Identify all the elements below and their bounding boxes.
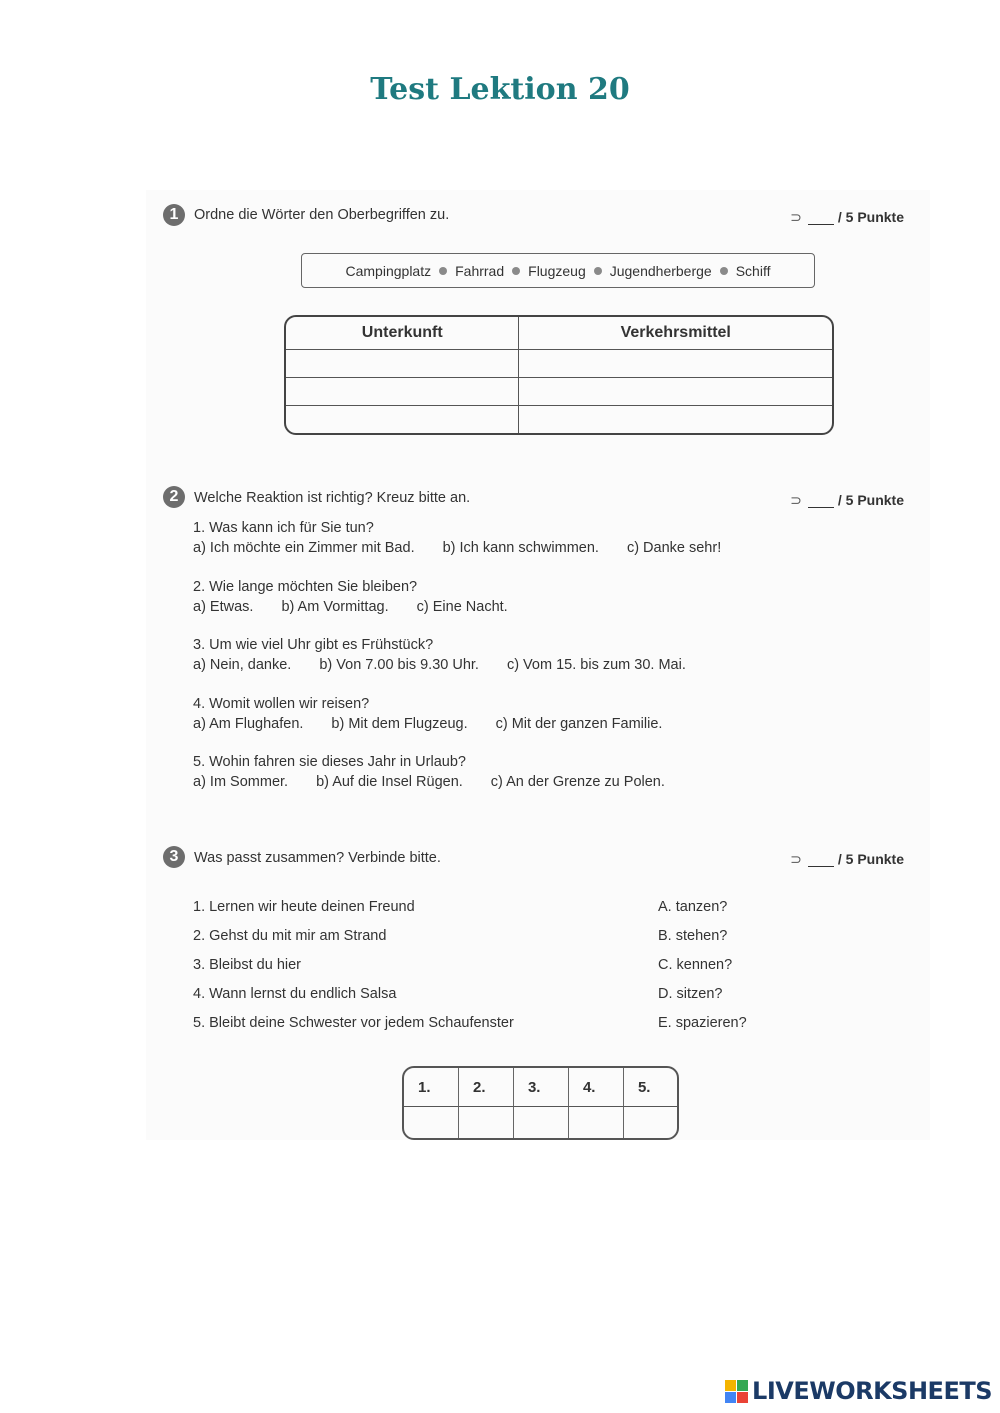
option-a[interactable]: a) Etwas. [193, 599, 254, 615]
answer-cell[interactable] [569, 1107, 624, 1138]
word-item: Fahrrad [455, 262, 505, 279]
bullet-icon [594, 267, 602, 275]
logo-square [737, 1380, 748, 1391]
match-left-5: 5. Bleibt deine Schwester vor jedem Schaufenster [193, 1015, 514, 1031]
match-right-d: D. sitzen? [658, 986, 723, 1002]
word-item: Schiff [735, 262, 771, 279]
answer-cell[interactable] [519, 406, 832, 433]
word-box [301, 253, 815, 288]
match-right-c: C. kennen? [658, 957, 733, 973]
match-left-1: 1. Lernen wir heute deinen Freund [193, 899, 415, 915]
column-header-unterkunft: Unterkunft [286, 317, 519, 350]
task-2-points: ⊃ / 5 Punkte [790, 492, 904, 508]
logo-square [737, 1392, 748, 1403]
bullet-icon [512, 267, 520, 275]
redo-icon: ⊃ [790, 492, 802, 508]
answer-cell[interactable] [286, 350, 519, 378]
column-header-verkehrsmittel: Verkehrsmittel [519, 317, 832, 350]
match-right-e: E. spazieren? [658, 1015, 747, 1031]
question-3 [193, 635, 714, 675]
option-b[interactable]: b) Am Vormittag. [281, 599, 389, 615]
question-text: 2. Wie lange möchten Sie bleiben? [193, 579, 418, 595]
option-c[interactable]: c) Eine Nacht. [416, 599, 508, 615]
question-text: 5. Wohin fahren sie dieses Jahr in Urlaub? [193, 754, 466, 770]
match-left-2: 2. Gehst du mit mir am Strand [193, 928, 387, 944]
question-5 [193, 752, 693, 792]
question-text: 4. Womit wollen wir reisen? [193, 696, 370, 712]
logo-text: LIVEWORKSHEETS [752, 1377, 992, 1405]
option-b[interactable]: b) Auf die Insel Rügen. [316, 774, 463, 790]
option-b[interactable]: b) Von 7.00 bis 9.30 Uhr. [319, 657, 479, 673]
answer-header-4: 4. [569, 1068, 624, 1107]
category-table [284, 315, 834, 435]
word-item: Jugendherberge [609, 262, 712, 279]
score-blank[interactable] [808, 866, 834, 867]
match-right-b: B. stehen? [658, 928, 728, 944]
score-blank[interactable] [808, 507, 834, 508]
question-text: 3. Um wie viel Uhr gibt es Frühstück? [193, 637, 434, 653]
redo-icon: ⊃ [790, 851, 802, 867]
answer-cell[interactable] [624, 1107, 677, 1138]
task-2-instruction: Welche Reaktion ist richtig? Kreuz bitte an. [194, 490, 471, 506]
option-a[interactable]: a) Ich möchte ein Zimmer mit Bad. [193, 540, 415, 556]
match-left-4: 4. Wann lernst du endlich Salsa [193, 986, 397, 1002]
option-b[interactable]: b) Mit dem Flugzeug. [331, 716, 468, 732]
answer-cell[interactable] [286, 406, 519, 433]
logo-icon [725, 1380, 748, 1403]
logo-square [725, 1380, 736, 1391]
answer-header-3: 3. [514, 1068, 569, 1107]
score-blank[interactable] [808, 224, 834, 225]
task-1-points: ⊃ / 5 Punkte [790, 209, 904, 225]
option-c[interactable]: c) Mit der ganzen Familie. [495, 716, 663, 732]
answer-table [402, 1066, 679, 1140]
match-right-a: A. tanzen? [658, 899, 728, 915]
answer-header-2: 2. [459, 1068, 514, 1107]
option-a[interactable]: a) Nein, danke. [193, 657, 292, 673]
answer-header-5: 5. [624, 1068, 677, 1107]
option-c[interactable]: c) Danke sehr! [626, 540, 722, 556]
option-c[interactable]: c) An der Grenze zu Polen. [490, 774, 665, 790]
answer-cell[interactable] [514, 1107, 569, 1138]
task-3-points: ⊃ / 5 Punkte [790, 851, 904, 867]
answer-cell[interactable] [519, 350, 832, 378]
question-4 [193, 694, 690, 734]
question-1 [193, 518, 749, 558]
bullet-icon [439, 267, 447, 275]
question-2 [193, 577, 536, 617]
page-title: Test Lektion 20 [370, 72, 630, 107]
liveworksheets-logo [725, 1377, 992, 1405]
answer-cell[interactable] [459, 1107, 514, 1138]
option-a[interactable]: a) Im Sommer. [193, 774, 289, 790]
task-1-number: 1 [163, 204, 185, 226]
question-text: 1. Was kann ich für Sie tun? [193, 520, 374, 536]
answer-header-1: 1. [404, 1068, 459, 1107]
bullet-icon [720, 267, 728, 275]
logo-square [725, 1392, 736, 1403]
option-a[interactable]: a) Am Flughafen. [193, 716, 304, 732]
task-2-number: 2 [163, 486, 185, 508]
answer-cell[interactable] [404, 1107, 459, 1138]
option-b[interactable]: b) Ich kann schwimmen. [442, 540, 599, 556]
word-item: Flugzeug [528, 262, 586, 279]
answer-cell[interactable] [519, 378, 832, 406]
option-c[interactable]: c) Vom 15. bis zum 30. Mai. [506, 657, 686, 673]
task-3-instruction: Was passt zusammen? Verbinde bitte. [194, 850, 441, 866]
task-3-number: 3 [163, 846, 185, 868]
task-1-instruction: Ordne die Wörter den Oberbegriffen zu. [194, 207, 450, 223]
answer-cell[interactable] [286, 378, 519, 406]
word-item: Campingplatz [345, 262, 432, 279]
redo-icon: ⊃ [790, 209, 802, 225]
match-left-3: 3. Bleibst du hier [193, 957, 302, 973]
